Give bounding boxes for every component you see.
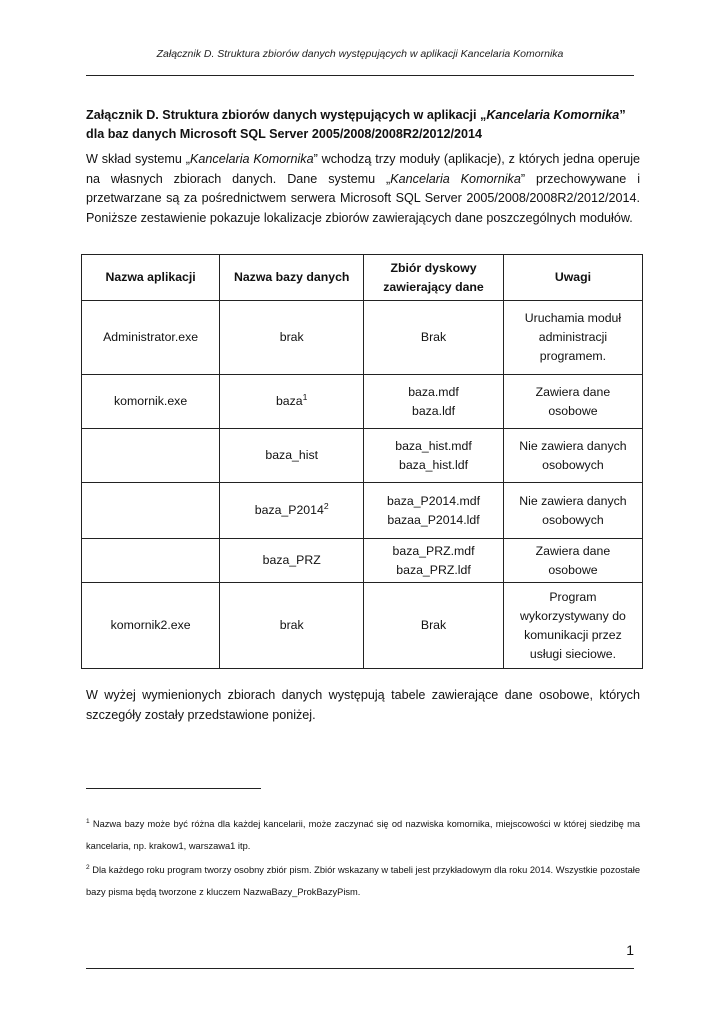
running-header: Załącznik D. Struktura zbiorów danych występujących w aplikacji Kancelaria Komornika [156, 48, 564, 60]
intro-app-name-2: Kancelaria Komornika [390, 171, 521, 186]
file-line: baza_hist.ldf [399, 457, 469, 472]
header-file-line1: Zbiór dyskowy [390, 260, 477, 275]
footnote-2 [86, 860, 640, 903]
footnote-separator [86, 788, 261, 789]
header-rule [86, 75, 634, 76]
cell-app [82, 483, 220, 539]
note-line: Program [549, 589, 597, 604]
after-table-paragraph: W wyżej wymienionych zbiorach danych występują tabele zawierające dane osobowe, których szczegóły zostały przedstawione poniżej. [86, 688, 640, 722]
note-line: Nie zawiera danych [519, 438, 627, 453]
intro-paragraph [86, 150, 640, 228]
heading-prefix: Załącznik D. Struktura zbiorów danych występujących w aplikacji „ [86, 108, 487, 122]
heading-app-name: Kancelaria Komornika [486, 108, 620, 122]
table-header-row [82, 255, 643, 301]
header-app: Nazwa aplikacji [82, 255, 220, 301]
note-line: usługi sieciowe. [529, 646, 616, 661]
db-name: baza [275, 394, 303, 408]
table-row [82, 375, 643, 429]
cell-app: Administrator.exe [82, 301, 220, 375]
cell-app [82, 429, 220, 483]
cell-notes [503, 301, 642, 375]
footnote-ref: 2 [323, 500, 329, 511]
cell-notes [503, 483, 642, 539]
footnote-text: Dla każdego roku program tworzy osobny zbiór pism. Zbiór wskazany w tabeli jest przykładowym dla roku 2014. Wszystkie pozostałe bazy pisma będą tworzone z kluczem NazwaBazy_ProkBazyPism. [86, 865, 640, 897]
cell-notes [503, 429, 642, 483]
file-line: baza_hist.mdf [395, 438, 472, 453]
cell-app: komornik.exe [82, 375, 220, 429]
footnote-ref: 1 [302, 391, 308, 402]
cell-app [82, 539, 220, 583]
cell-file: Brak [364, 301, 504, 375]
intro-text-3: ” przechowywane i przetwarzane są za pośrednictwem serwera Microsoft SQL Server 2005/2008/2008R2/2012/2014. Poniższe zestawienie pokazuje lokalizacje zbiorów zawierających dane poszczególnych modułów. [86, 171, 640, 225]
section-heading [86, 106, 634, 144]
table-row [82, 539, 643, 583]
cell-notes: Zawiera dane osobowe [503, 375, 642, 429]
cell-file [364, 539, 504, 583]
intro-text-1: W skład systemu „ [86, 152, 190, 166]
cell-file [364, 483, 504, 539]
note-line: osobowych [542, 457, 604, 472]
intro-app-name-1: Kancelaria Komornika [190, 152, 314, 166]
footnote-text: Nazwa bazy może być różna dla każdej kancelarii, może zaczynać się od nazwiska komornika, miejscowości w której siedzibę ma kancelaria, np. krakow1, warszawa1 itp. [86, 819, 640, 851]
cell-notes [503, 583, 642, 669]
cell-db: brak [220, 583, 364, 669]
footnote-1 [86, 814, 640, 857]
page-number: 1 [626, 942, 634, 958]
cell-db: brak [220, 301, 364, 375]
file-line: baza.ldf [411, 403, 456, 418]
intro-text-2: ” wchodzą trzy moduły (aplikacje), z których jedna operuje na własnych zbiorach danych. Dane systemu „ [86, 152, 640, 186]
cell-file [364, 375, 504, 429]
table-row [82, 583, 643, 669]
heading-suffix: ” dla baz danych Microsoft SQL Server 2005/2008/2008R2/2012/2014 [86, 108, 626, 141]
note-line: Nie zawiera danych [519, 493, 627, 508]
footnote-mark: 1 [86, 817, 90, 825]
header-file [364, 255, 504, 301]
file-line: baza_PRZ.ldf [396, 562, 471, 577]
cell-db [220, 375, 364, 429]
cell-notes: Zawiera dane osobowe [503, 539, 642, 583]
table-row [82, 429, 643, 483]
table-row [82, 483, 643, 539]
file-line: bazaa_P2014.ldf [387, 512, 480, 527]
footer-rule [86, 968, 634, 969]
file-line: baza_P2014.mdf [387, 493, 481, 508]
note-line: administracji [538, 330, 608, 344]
cell-app: komornik2.exe [82, 583, 220, 669]
file-line: baza_PRZ.mdf [392, 543, 475, 558]
note-line: wykorzystywany do [519, 608, 626, 623]
header-db: Nazwa bazy danych [220, 255, 364, 301]
cell-file [364, 429, 504, 483]
db-name: baza_P2014 [254, 503, 324, 517]
header-notes: Uwagi [503, 255, 642, 301]
note-line: osobowych [542, 512, 604, 527]
cell-file: Brak [364, 583, 504, 669]
cell-db: baza_hist [220, 429, 364, 483]
note-line: programem. [539, 349, 607, 363]
header-file-line2: zawierający dane [383, 279, 484, 294]
footnote-mark: 2 [86, 863, 90, 871]
note-line: komunikacji przez [524, 627, 622, 642]
file-line: baza.mdf [408, 384, 459, 399]
note-line: Uruchamia moduł [524, 311, 622, 325]
cell-db [220, 483, 364, 539]
modules-table [81, 254, 643, 669]
table-row [82, 301, 643, 375]
cell-db: baza_PRZ [220, 539, 364, 583]
